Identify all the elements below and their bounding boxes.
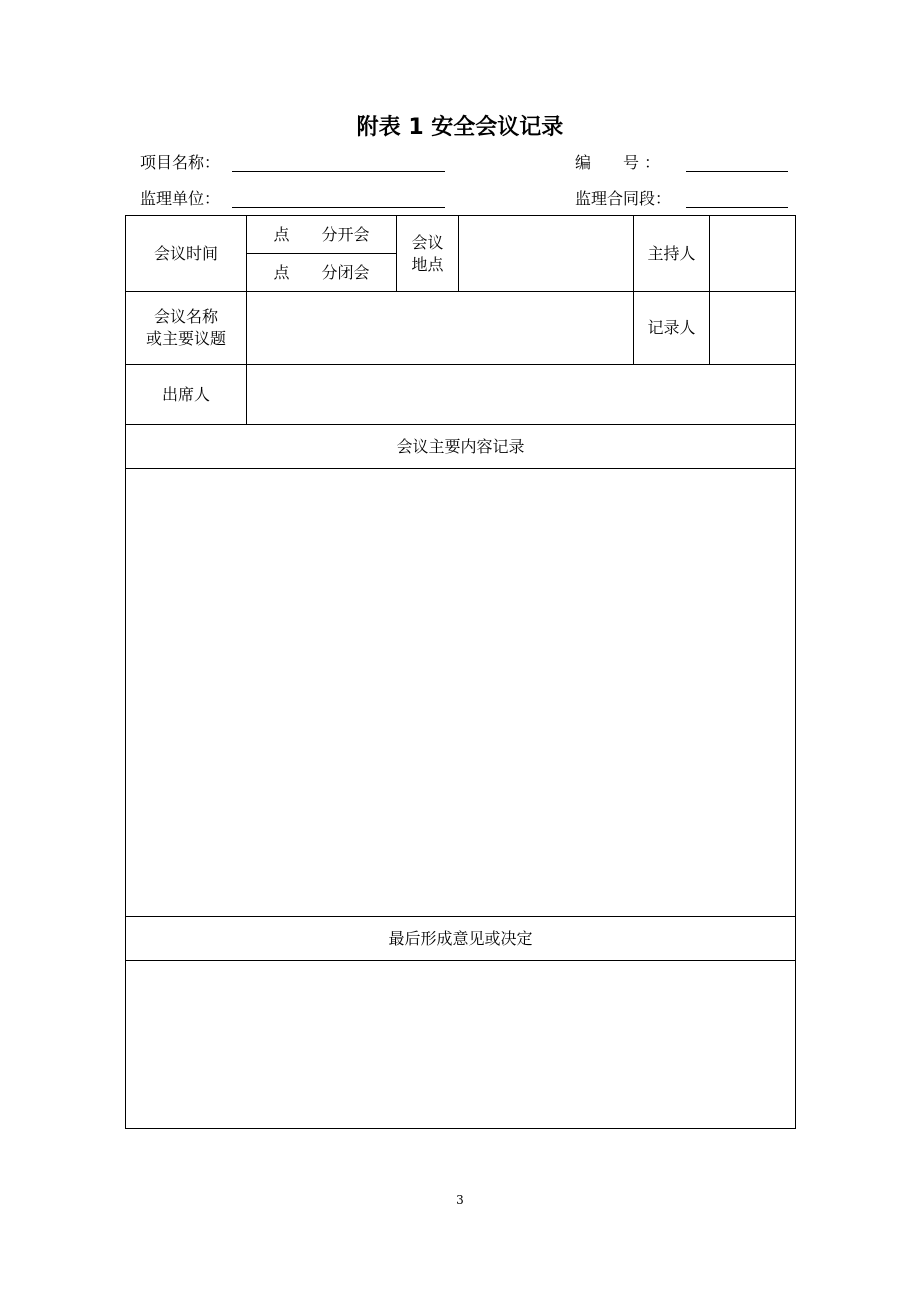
venue-label-line-2: 地点 [411, 254, 444, 274]
meeting-venue-value[interactable] [459, 216, 634, 292]
contract-section-label: 监理合同段： [575, 189, 672, 208]
recorder-value[interactable] [710, 292, 796, 365]
attendees-label: 出席人 [126, 365, 247, 425]
meeting-venue-label [397, 216, 459, 292]
page-title: 附表 1 安全会议记录 [356, 115, 564, 140]
main-content-heading: 会议主要内容记录 [126, 425, 796, 469]
meeting-record-table [125, 215, 796, 1129]
meeting-open-time-cell[interactable]: 点 分开会 [247, 216, 397, 254]
project-name-field[interactable] [232, 171, 445, 172]
supervision-unit-label: 监理单位： [140, 189, 221, 208]
meeting-topic-value[interactable] [247, 292, 634, 365]
number-field[interactable] [686, 171, 788, 172]
supervision-unit-field[interactable] [232, 207, 445, 208]
contract-section-field[interactable] [686, 207, 788, 208]
host-label: 主持人 [634, 216, 710, 292]
page-number: 3 [456, 1193, 464, 1207]
host-value[interactable] [710, 216, 796, 292]
meeting-time-label: 会议时间 [126, 216, 247, 292]
recorder-label: 记录人 [634, 292, 710, 365]
project-name-label: 项目名称： [140, 153, 221, 172]
attendees-value[interactable] [247, 365, 796, 425]
venue-label-line-1: 会议 [411, 232, 444, 252]
decision-area[interactable] [126, 961, 796, 1129]
decision-heading: 最后形成意见或决定 [126, 917, 796, 961]
number-label: 编 号 ： [575, 153, 661, 172]
topic-label-line-1: 会议名称 [153, 307, 218, 326]
topic-label-line-2: 或主要议题 [145, 329, 226, 348]
meeting-topic-label [126, 292, 247, 365]
main-content-area[interactable] [126, 469, 796, 917]
meeting-close-time-cell[interactable]: 点 分闭会 [247, 254, 397, 292]
